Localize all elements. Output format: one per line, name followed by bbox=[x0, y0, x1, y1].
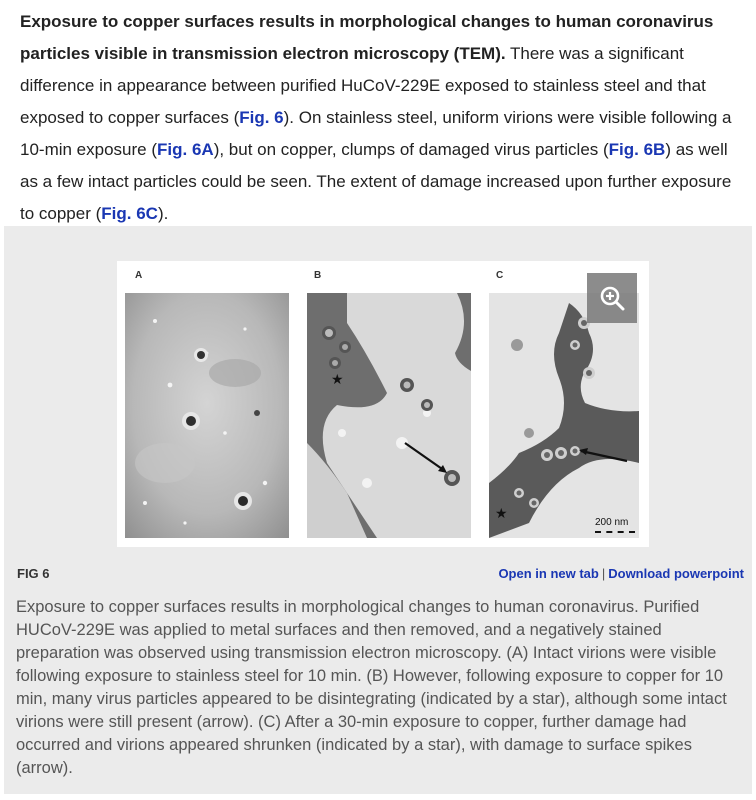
intro-text: ). On stainless steel, uniform virions were visible following a 10-min exposure ( bbox=[20, 108, 732, 159]
intro-text: There was a significant difference in appearance between purified HuCoV-229E exposed to stainless steel and that exposed to copper surfaces ( bbox=[20, 44, 706, 127]
figure-label: FIG 6 bbox=[17, 566, 50, 581]
link-fig6b[interactable]: Fig. 6B bbox=[608, 140, 666, 159]
zoom-in-button[interactable] bbox=[587, 273, 637, 323]
link-fig6c[interactable]: Fig. 6C bbox=[101, 204, 158, 223]
intro-text: ). bbox=[157, 204, 169, 223]
panel-label-b: B bbox=[314, 270, 322, 281]
panel-label-c: C bbox=[496, 270, 504, 281]
svg-text:★: ★ bbox=[331, 372, 344, 388]
panel-label-a: A bbox=[135, 270, 143, 281]
scale-bar bbox=[595, 531, 635, 533]
link-fig6[interactable]: Fig. 6 bbox=[239, 108, 284, 127]
open-new-tab-link[interactable]: Open in new tab bbox=[498, 566, 599, 581]
figure-links bbox=[498, 566, 744, 581]
intro-text: ) as well as a few intact particles could be seen. The extent of damage increased upon further exposure to copper ( bbox=[20, 140, 732, 223]
scale-bar-label: 200 nm bbox=[595, 517, 629, 528]
tem-panel-c bbox=[489, 293, 639, 538]
tem-panel-a bbox=[125, 293, 289, 538]
intro-paragraph bbox=[20, 6, 744, 230]
intro-text: ), but on copper, clumps of damaged virus particles ( bbox=[213, 140, 609, 159]
figure-container bbox=[4, 226, 752, 794]
section-heading: Exposure to copper surfaces results in morphological changes to human coronavirus particles visible in transmission electron microscopy (TEM). bbox=[20, 12, 714, 63]
figure-image[interactable] bbox=[117, 261, 649, 547]
link-separator: | bbox=[601, 566, 606, 581]
download-powerpoint-link[interactable]: Download powerpoint bbox=[608, 566, 744, 581]
link-fig6a[interactable]: Fig. 6A bbox=[157, 140, 214, 159]
tem-panel-b bbox=[307, 293, 471, 538]
figure-caption: Exposure to copper surfaces results in morphological changes to human coronavirus. Purified HUCoV-229E was applied to metal surfaces and then removed, and a negatively stained preparation was observed using transmission electron microscopy. (A) Intact virions were visible following exposure to stainless steel for 10 min. (B) However, following exposure to copper for 10 min, many virus particles appeared to be disintegrating (indicated by a star), although some intact virions were still present (arrow). (C) After a 30-min exposure to copper, further damage had occurred and virions appeared shrunken (indicated by a star), with damage to surface spikes (arrow). bbox=[16, 598, 727, 777]
zoom-in-icon bbox=[599, 285, 625, 311]
svg-text:★: ★ bbox=[495, 506, 508, 522]
